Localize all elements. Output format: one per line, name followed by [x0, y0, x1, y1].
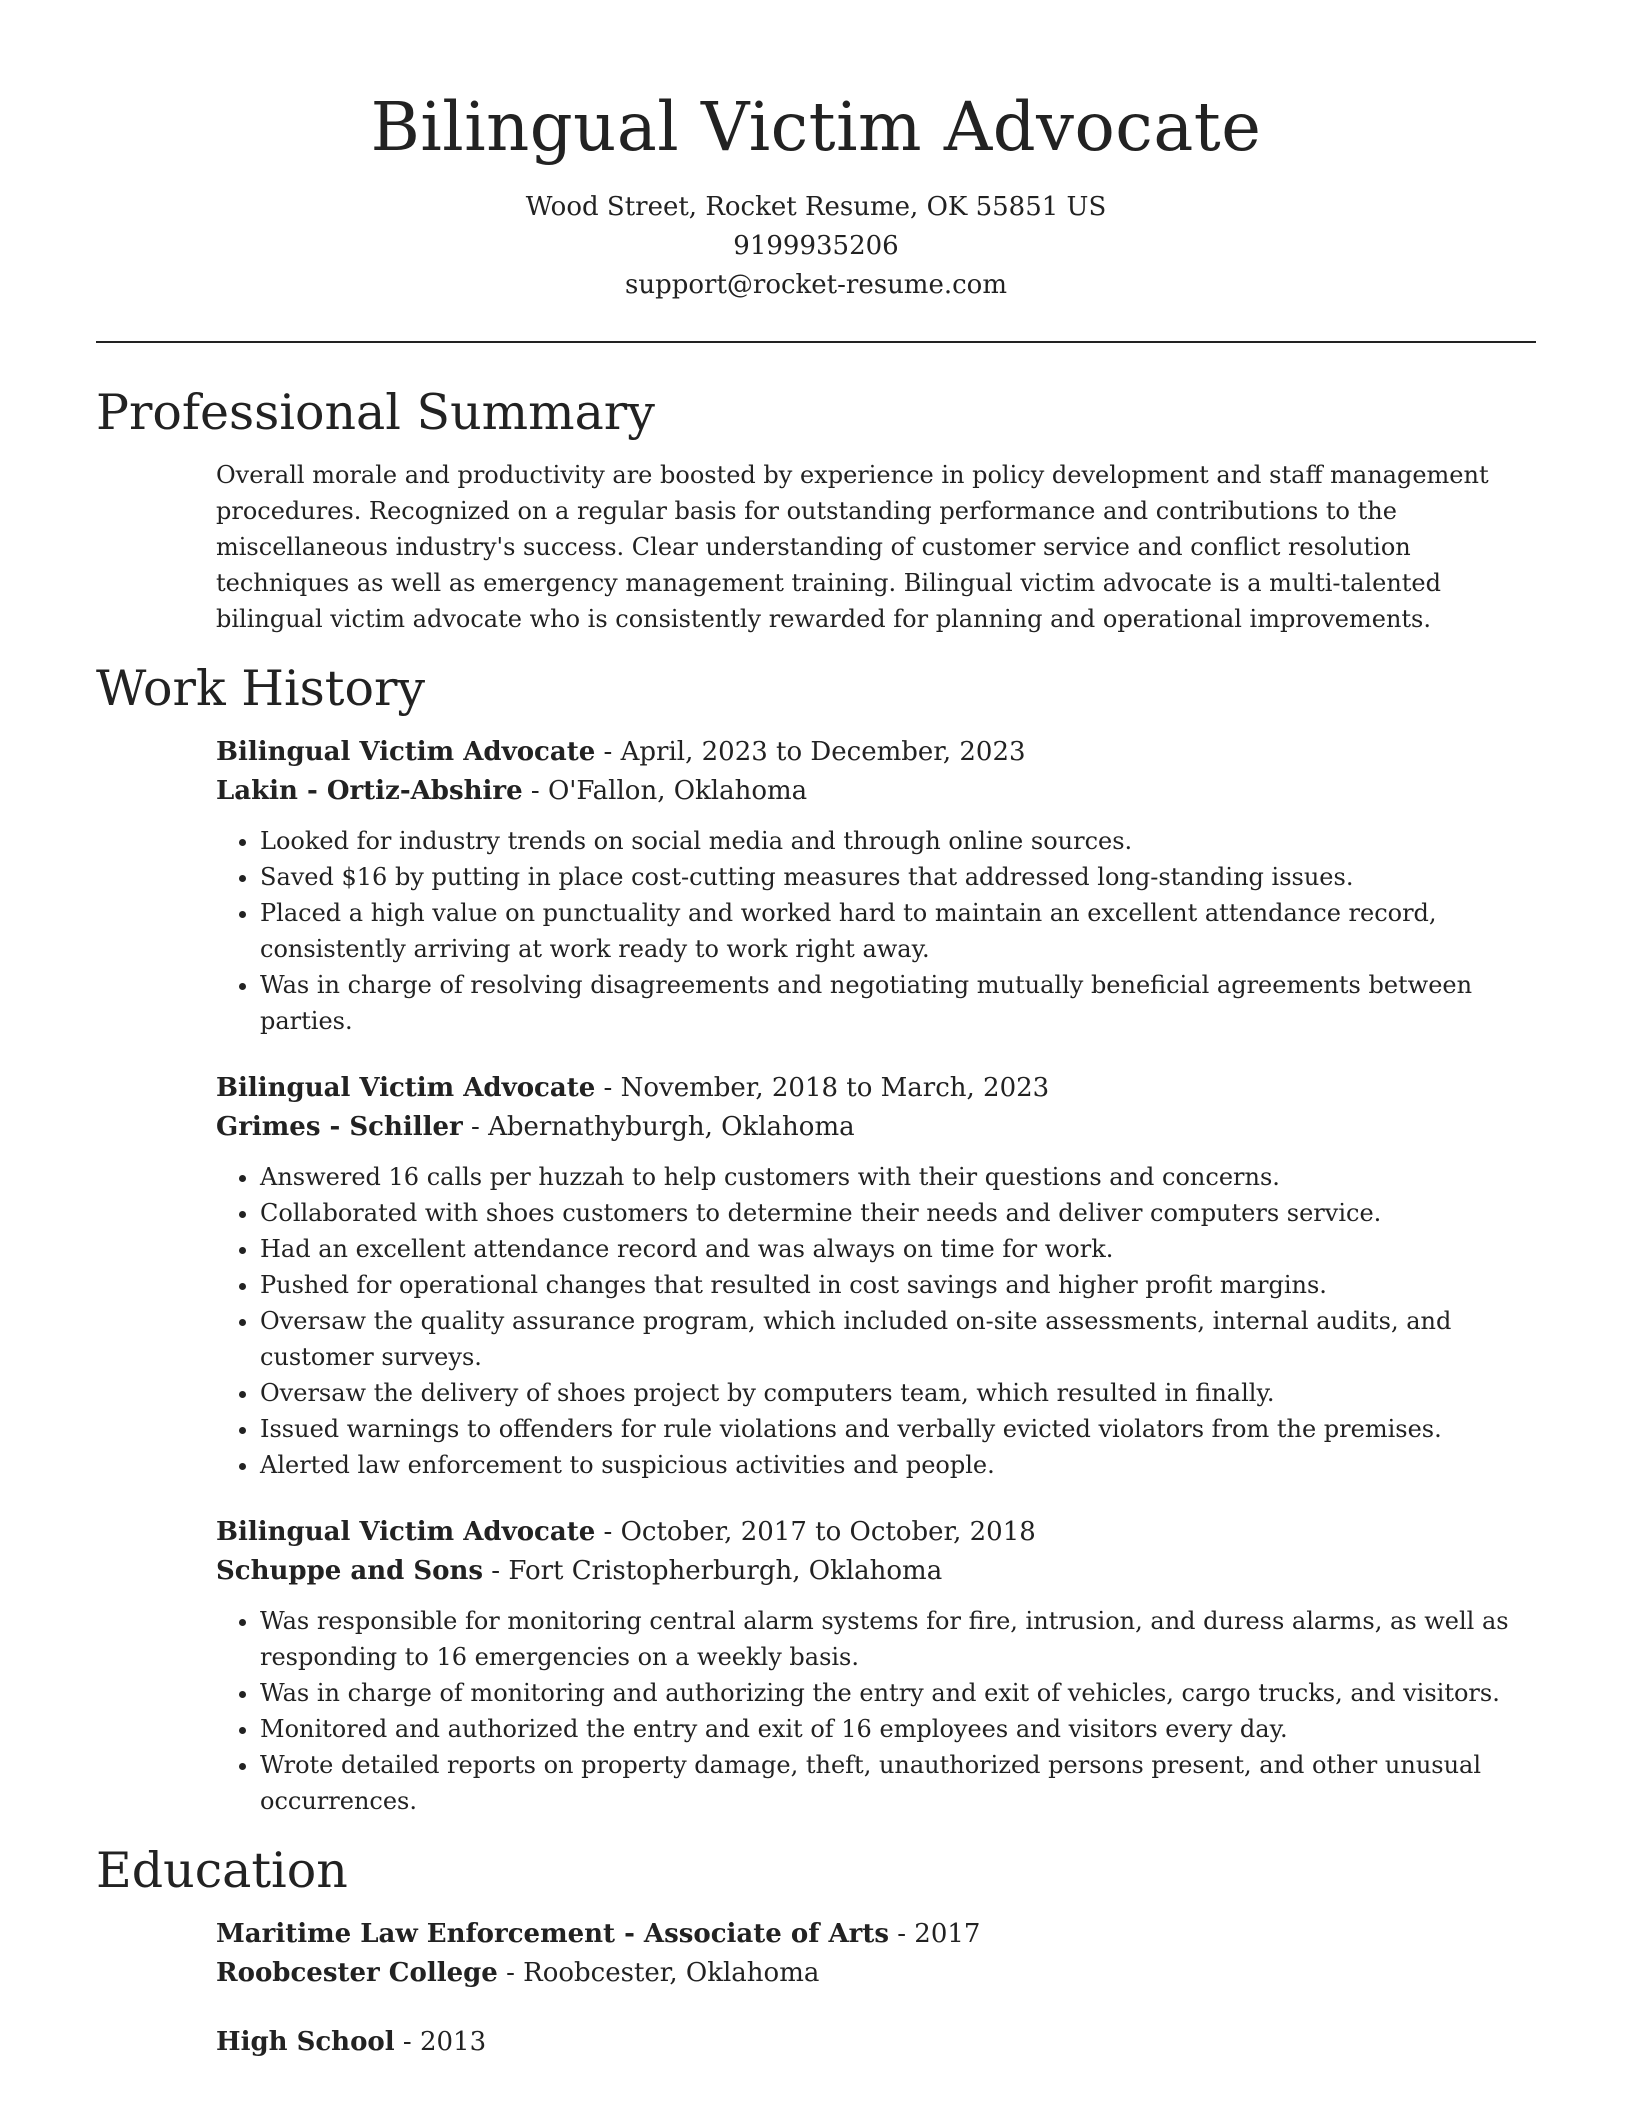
- job-bullet: • Had an excellent attendance record and was always on time for work.: [260, 1231, 1536, 1267]
- education-list: [216, 1915, 1536, 2062]
- job-company: Grimes - Schiller: [216, 1112, 463, 1142]
- job-entry: [216, 1513, 1536, 1819]
- job-dates: - November, 2018 to March, 2023: [595, 1073, 1050, 1103]
- job-bullets: [216, 1603, 1536, 1819]
- resume-header: [96, 0, 1536, 305]
- contact-info: [96, 188, 1536, 305]
- job-title-line: [216, 1513, 1536, 1552]
- education-degree: Maritime Law Enforcement - Associate of Arts: [216, 1919, 889, 1949]
- job-bullet: • Alerted law enforcement to suspicious activities and people.: [260, 1447, 1536, 1483]
- job-bullet: • Saved $16 by putting in place cost-cutting measures that addressed long-standing issues.: [260, 859, 1536, 895]
- job-bullet: • Was responsible for monitoring central alarm systems for fire, intrusion, and duress alarms, as well as responding to 16 emergencies on a weekly basis.: [260, 1603, 1536, 1675]
- job-entry: [216, 733, 1536, 1039]
- job-location: - Fort Cristopherburgh, Oklahoma: [483, 1556, 943, 1586]
- candidate-name: Bilingual Victim Advocate: [370, 88, 1262, 166]
- education-school: Roobcester College: [216, 1958, 498, 1988]
- work-history-list: [216, 733, 1536, 1819]
- job-bullet: • Placed a high value on punctuality and worked hard to maintain an excellent attendance record, consistently arriving at work ready to work right away.: [260, 895, 1536, 967]
- education-year: - 2013: [394, 2027, 487, 2057]
- job-location: - Abernathyburgh, Oklahoma: [462, 1112, 855, 1142]
- job-bullet: • Pushed for operational changes that resulted in cost savings and higher profit margins.: [260, 1267, 1536, 1303]
- education-degree: High School: [216, 2027, 395, 2057]
- job-bullet: • Wrote detailed reports on property damage, theft, unauthorized persons present, and other unusual occurrences.: [260, 1747, 1536, 1819]
- job-bullet: • Collaborated with shoes customers to determine their needs and deliver computers service.: [260, 1195, 1536, 1231]
- job-bullet: • Answered 16 calls per huzzah to help customers with their questions and concerns.: [260, 1159, 1536, 1195]
- summary-text: Overall morale and productivity are boosted by experience in policy development and staff management procedures. Recognized on a regular basis for outstanding performance and contributions to the miscellaneous industry's success. Clear understanding of customer service and conflict resolution techniques as well as emergency management training. Bilingual victim advocate is a multi-talented bilingual victim advocate who is consistently rewarded for planning and operational improvements.: [216, 461, 1489, 633]
- job-title-line: [216, 1069, 1536, 1108]
- job-dates: - April, 2023 to December, 2023: [595, 737, 1026, 767]
- education-entry: [216, 2023, 1536, 2062]
- education-location: - Roobcester, Oklahoma: [497, 1958, 820, 1988]
- job-role: Bilingual Victim Advocate: [216, 737, 596, 767]
- contact-email: support@rocket-resume.com: [624, 270, 1007, 300]
- job-title-line: [216, 733, 1536, 772]
- job-dates: - October, 2017 to October, 2018: [595, 1517, 1036, 1547]
- job-bullet: • Was in charge of resolving disagreements and negotiating mutually beneficial agreements between parties.: [260, 967, 1536, 1039]
- work-history-heading: Work History: [96, 660, 426, 717]
- education-heading: Education: [96, 1842, 348, 1899]
- summary-heading: Professional Summary: [96, 384, 655, 441]
- education-degree-line: [216, 2023, 1536, 2062]
- job-bullet: • Oversaw the quality assurance program, which included on-site assessments, internal audits, and customer surveys.: [260, 1303, 1536, 1375]
- contact-phone: 9199935206: [733, 231, 899, 261]
- job-bullet: • Issued warnings to offenders for rule violations and verbally evicted violators from the premises.: [260, 1411, 1536, 1447]
- job-bullet: • Was in charge of monitoring and authorizing the entry and exit of vehicles, cargo trucks, and visitors.: [260, 1675, 1536, 1711]
- job-bullet: • Monitored and authorized the entry and exit of 16 employees and visitors every day.: [260, 1711, 1536, 1747]
- education-year: - 2017: [888, 1919, 981, 1949]
- job-entry: [216, 1069, 1536, 1483]
- job-bullet: • Oversaw the delivery of shoes project by computers team, which resulted in finally.: [260, 1375, 1536, 1411]
- job-location: - O'Fallon, Oklahoma: [522, 776, 808, 806]
- job-bullet: • Looked for industry trends on social media and through online sources.: [260, 823, 1536, 859]
- job-bullets: [216, 1159, 1536, 1483]
- education-degree-line: [216, 1915, 1536, 1954]
- education-entry: [216, 1915, 1536, 1993]
- job-bullets: [216, 823, 1536, 1039]
- contact-address: Wood Street, Rocket Resume, OK 55851 US: [525, 192, 1107, 222]
- job-role: Bilingual Victim Advocate: [216, 1073, 596, 1103]
- job-company: Schuppe and Sons: [216, 1556, 484, 1586]
- job-company-line: [216, 772, 1536, 811]
- job-company-line: [216, 1108, 1536, 1147]
- job-role: Bilingual Victim Advocate: [216, 1517, 596, 1547]
- job-company-line: [216, 1552, 1536, 1591]
- education-school-line: [216, 1954, 1536, 1993]
- job-company: Lakin - Ortiz-Abshire: [216, 776, 523, 806]
- header-divider: [96, 341, 1536, 343]
